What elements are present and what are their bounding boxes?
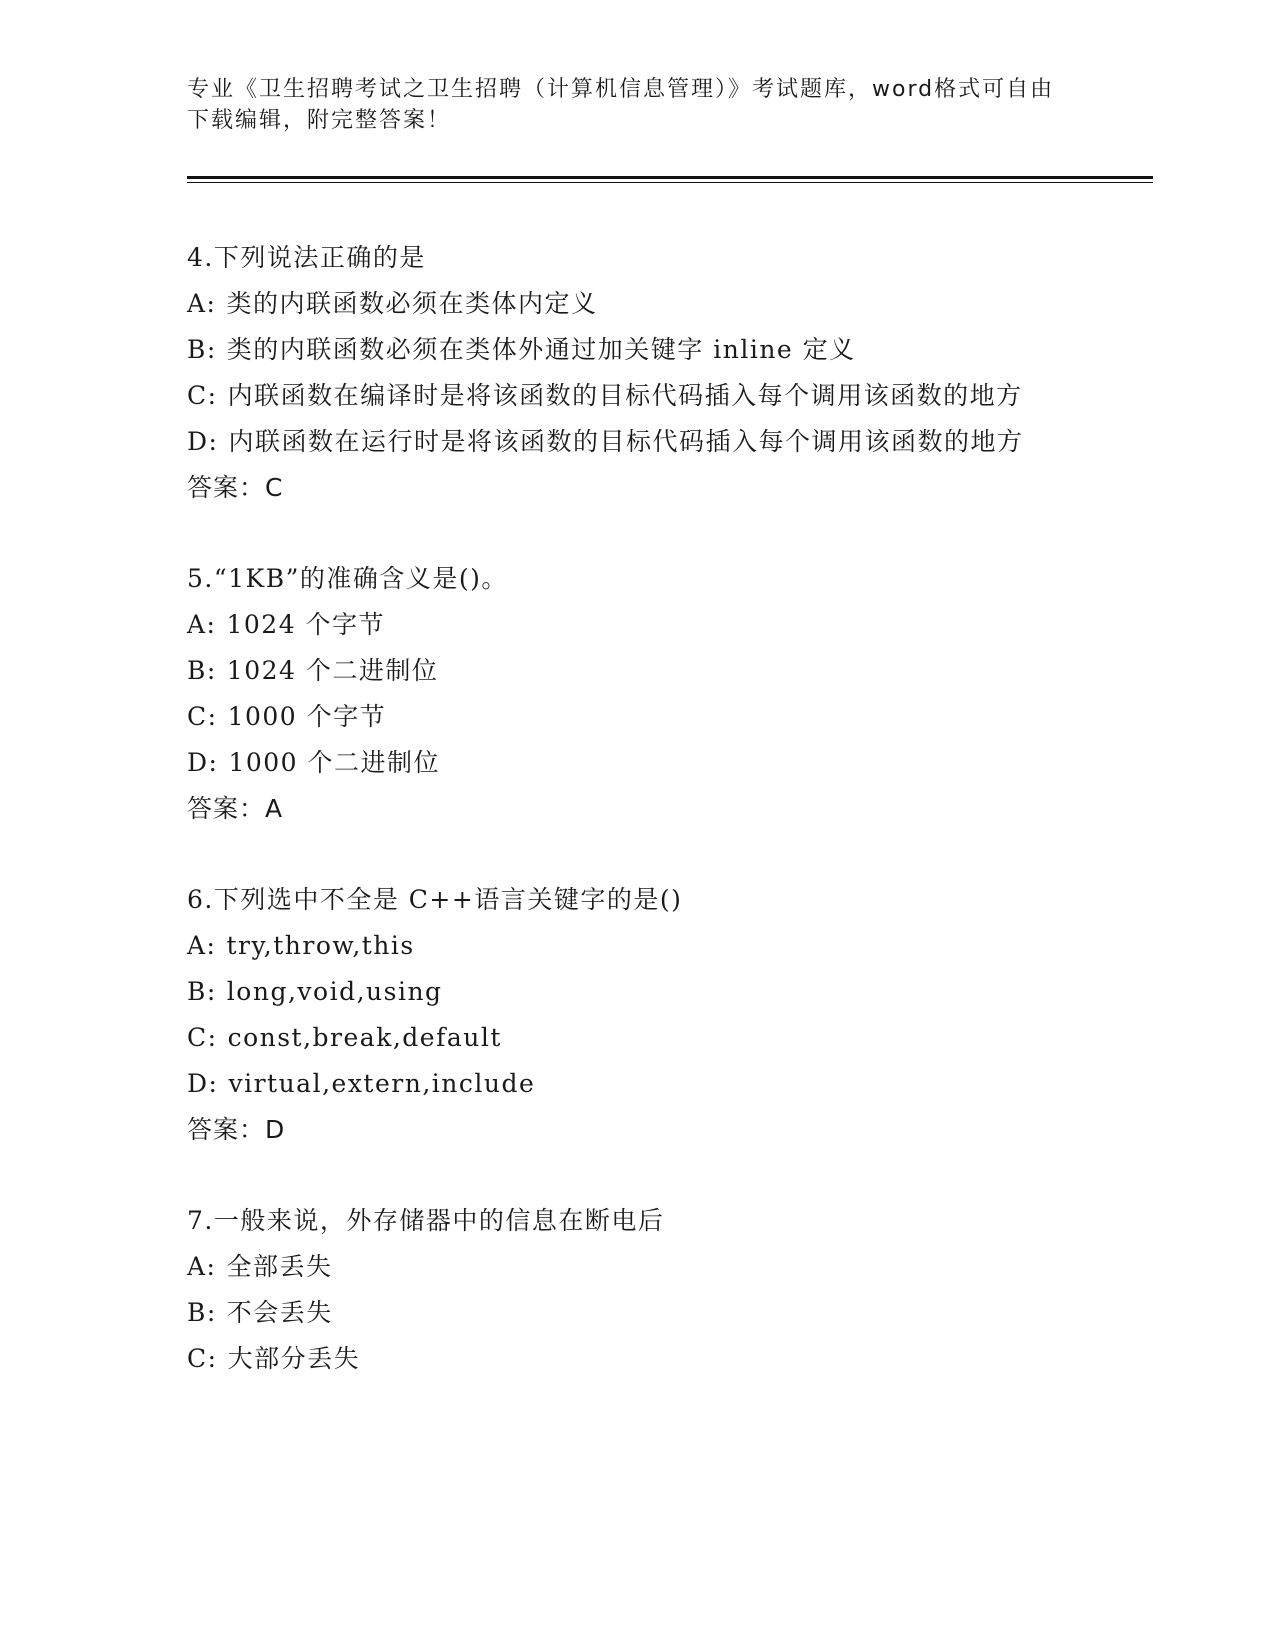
option-c (187, 373, 1077, 419)
option-b (187, 648, 1077, 694)
option-text: 类的内联函数必须在类体内定义 (226, 289, 598, 318)
question-stem: 7.一般来说，外存储器中的信息在断电后 (187, 1206, 665, 1235)
question-list (187, 235, 1077, 1427)
document-header: 专业《卫生招聘考试之卫生招聘（计算机信息管理）》考试题库，word格式可自由下载编辑，附完整答案！ (187, 77, 1055, 133)
option-prefix: C: (187, 702, 218, 731)
header-rule-thin (187, 182, 1153, 183)
answer-label: 答案：C (187, 473, 284, 502)
option-prefix: D: (187, 427, 219, 456)
option-a (187, 1244, 1077, 1290)
option-a (187, 923, 1077, 969)
option-d (187, 419, 1077, 465)
option-text: 1024 个二进制位 (226, 656, 439, 685)
option-b (187, 969, 1077, 1015)
option-text: virtual,extern,include (228, 1069, 536, 1098)
option-text: long,void,using (226, 977, 443, 1006)
question-6 (187, 877, 1077, 1153)
option-d (187, 1061, 1077, 1107)
option-b (187, 327, 1077, 373)
option-prefix: C: (187, 1023, 218, 1052)
option-prefix: D: (187, 1069, 219, 1098)
option-text: 不会丢失 (226, 1298, 333, 1327)
option-prefix: C: (187, 381, 218, 410)
option-text: 大部分丢失 (227, 1344, 361, 1373)
option-text: const,break,default (227, 1023, 502, 1052)
option-text: 全部丢失 (226, 1252, 333, 1281)
option-text: 1024 个字节 (226, 610, 386, 639)
option-prefix: B: (187, 335, 217, 364)
option-text: 内联函数在运行时是将该函数的目标代码插入每个调用该函数的地方 (228, 427, 1024, 456)
option-prefix: A: (187, 289, 217, 318)
question-4 (187, 235, 1077, 511)
question-stem: 6.下列选中不全是 C++语言关键字的是() (187, 885, 683, 914)
option-prefix: C: (187, 1344, 218, 1373)
option-text: 类的内联函数必须在类体外通过加关键字 inline 定义 (226, 335, 856, 364)
answer-label: 答案：A (187, 794, 284, 823)
option-text: try,throw,this (226, 931, 415, 960)
option-text: 1000 个字节 (227, 702, 387, 731)
option-b (187, 1290, 1077, 1336)
option-a (187, 602, 1077, 648)
option-a (187, 281, 1077, 327)
question-7 (187, 1198, 1077, 1382)
option-prefix: B: (187, 656, 217, 685)
option-c (187, 694, 1077, 740)
option-prefix: B: (187, 977, 217, 1006)
option-text: 1000 个二进制位 (228, 748, 441, 777)
answer-label: 答案：D (187, 1115, 286, 1144)
option-prefix: A: (187, 1252, 217, 1281)
option-prefix: B: (187, 1298, 217, 1327)
option-prefix: D: (187, 748, 219, 777)
question-5 (187, 556, 1077, 832)
option-c (187, 1015, 1077, 1061)
option-prefix: A: (187, 610, 217, 639)
option-c (187, 1336, 1077, 1382)
question-stem: 4.下列说法正确的是 (187, 243, 426, 272)
option-prefix: A: (187, 931, 217, 960)
header-rule-thick (187, 176, 1153, 179)
option-d (187, 740, 1077, 786)
question-stem: 5.“1KB”的准确含义是()。 (187, 564, 508, 593)
option-text: 内联函数在编译时是将该函数的目标代码插入每个调用该函数的地方 (227, 381, 1023, 410)
